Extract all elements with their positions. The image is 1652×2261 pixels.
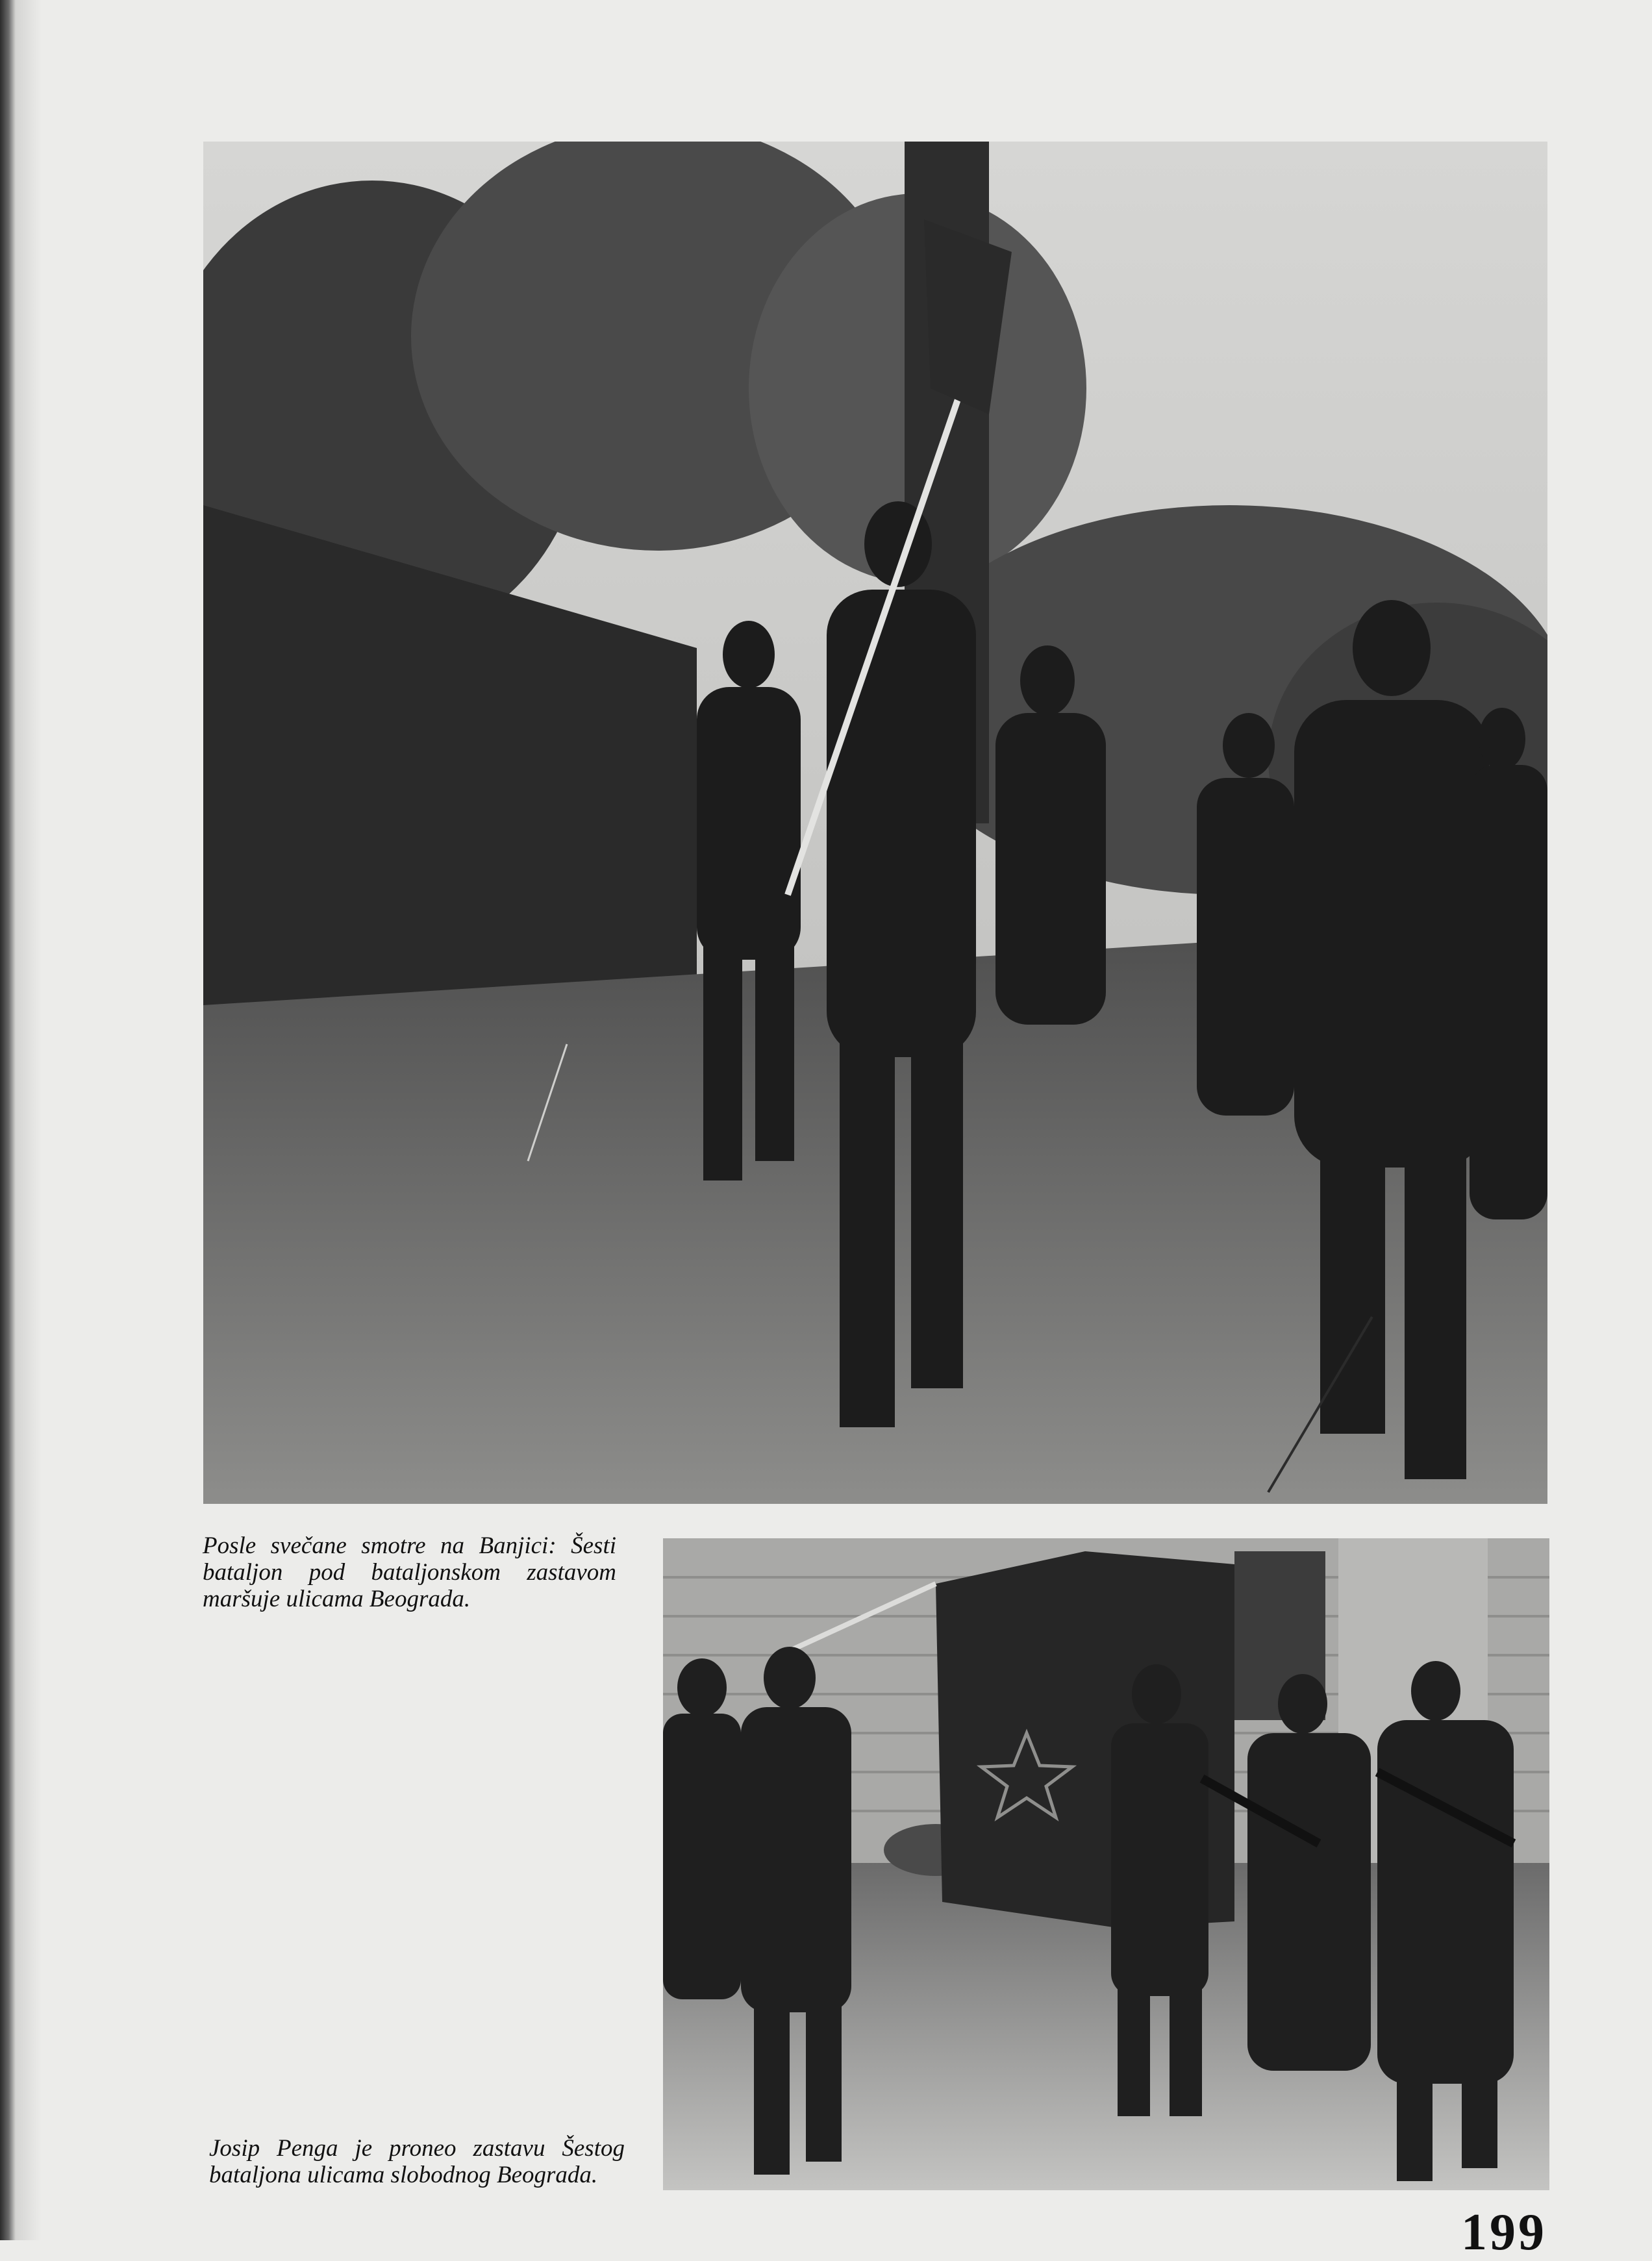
photo-battalion-march xyxy=(203,142,1547,1504)
page-gutter-shadow xyxy=(16,0,42,2240)
photograph-icon xyxy=(203,142,1547,1504)
caption-top-photo: Posle svečane smotre na Banjici: Šesti bataljon pod bataljonskom zastavom maršuje ulicama Beograda. xyxy=(203,1532,616,1612)
scan-binding-edge xyxy=(0,0,16,2240)
caption-bottom-photo: Josip Penga je proneo zastavu Šestog bataljona ulicama slobodnog Beograda. xyxy=(209,2135,625,2188)
photo-flag-bearer xyxy=(663,1538,1549,2190)
page-number: 199 xyxy=(1461,2204,1547,2261)
photograph-icon xyxy=(663,1538,1549,2190)
